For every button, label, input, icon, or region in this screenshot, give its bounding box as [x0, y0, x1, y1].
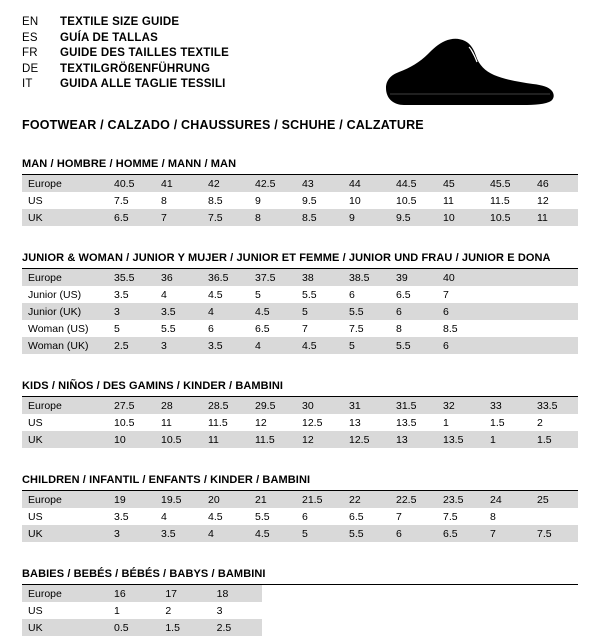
- row-label: UK: [22, 619, 108, 636]
- size-cell: 9: [255, 194, 261, 207]
- size-cell: 10: [108, 431, 155, 448]
- size-cell: 7: [302, 322, 308, 335]
- size-cell: 8.5: [208, 194, 223, 207]
- size-cell: 6: [390, 525, 437, 542]
- size-cell: 5: [114, 322, 120, 335]
- size-cell: [484, 269, 531, 286]
- size-cell: 3.5: [114, 288, 129, 301]
- table-row: [22, 320, 578, 337]
- table-row: [22, 414, 578, 431]
- size-cell: 6: [302, 510, 308, 523]
- dress-shoe-icon: [370, 30, 560, 108]
- row-label: Europe: [22, 175, 108, 192]
- group-title: KIDS / NIÑOS / DES GAMINS / KINDER / BAMBINI: [22, 380, 284, 392]
- size-cell: 38.5: [343, 269, 390, 286]
- size-cell: 5.5: [161, 322, 176, 335]
- size-cell: 5.5: [343, 303, 390, 320]
- size-cell: 2.5: [108, 337, 155, 354]
- row-label: UK: [22, 525, 108, 542]
- size-cell: [531, 320, 578, 337]
- size-group-man: [22, 158, 578, 226]
- size-cell: 3: [108, 303, 155, 320]
- size-table-body: [22, 397, 578, 448]
- size-cell: 5.5: [302, 288, 317, 301]
- table-row: [22, 209, 578, 226]
- size-cell: 6.5: [255, 322, 270, 335]
- size-cell: 13: [390, 431, 437, 448]
- size-cell: 31: [343, 397, 390, 414]
- row-label: Europe: [22, 585, 108, 602]
- language-title-list-body: [22, 16, 229, 94]
- size-cell: 6.5: [396, 288, 411, 301]
- size-cell: 11: [202, 431, 249, 448]
- size-cell: 32: [437, 397, 484, 414]
- size-cell: 30: [296, 397, 343, 414]
- group-title: JUNIOR & WOMAN / JUNIOR Y MUJER / JUNIOR ET FEMME / JUNIOR UND FRAU / JUNIOR E DONA: [22, 252, 551, 264]
- language-row: [22, 16, 229, 32]
- table-row: [22, 525, 578, 542]
- size-cell: 24: [484, 491, 531, 508]
- language-title: GUIDE DES TAILLES TEXTILE: [60, 47, 229, 59]
- row-label: Woman (UK): [22, 337, 108, 354]
- size-cell: 6: [208, 322, 214, 335]
- table-row: [22, 602, 262, 619]
- language-row: [22, 47, 229, 63]
- page-footer-space: [22, 636, 578, 644]
- size-cell: 4.5: [296, 337, 343, 354]
- row-label: US: [28, 510, 43, 523]
- size-cell: 12: [296, 431, 343, 448]
- size-cell: 12.5: [343, 431, 390, 448]
- group-title: MAN / HOMBRE / HOMME / MANN / MAN: [22, 158, 237, 170]
- size-cell: 22: [343, 491, 390, 508]
- size-cell: 19.5: [155, 491, 202, 508]
- size-cell: 10.5: [114, 416, 135, 429]
- size-cell: 7: [155, 209, 202, 226]
- size-cell: 10: [349, 194, 361, 207]
- row-label: US: [28, 604, 43, 617]
- size-cell: 39: [390, 269, 437, 286]
- table-row: [22, 491, 578, 508]
- size-cell: 11.5: [490, 194, 510, 207]
- size-cell: 12: [537, 194, 549, 207]
- size-cell: 3.5: [155, 525, 202, 542]
- row-label: US: [28, 416, 43, 429]
- size-group-kids: [22, 380, 578, 448]
- row-label: Junior (US): [28, 288, 82, 301]
- size-group-junior-woman: [22, 252, 578, 354]
- size-cell: 16: [108, 585, 159, 602]
- size-cell: 27.5: [108, 397, 155, 414]
- size-cell: 6: [390, 303, 437, 320]
- size-cell: 12: [255, 416, 267, 429]
- size-cell: 36.5: [202, 269, 249, 286]
- language-row: [22, 32, 229, 48]
- size-cell: 6.5: [349, 510, 364, 523]
- size-cell: 21: [249, 491, 296, 508]
- size-cell: [531, 508, 578, 525]
- size-cell: 1: [484, 431, 531, 448]
- table-row: [22, 303, 578, 320]
- size-cell: 3.5: [155, 303, 202, 320]
- row-label: Junior (UK): [22, 303, 108, 320]
- size-cell: [531, 286, 578, 303]
- size-cell: 11: [161, 416, 172, 429]
- size-table: [22, 585, 262, 636]
- group-title: BABIES / BEBÉS / BÉBÉS / BABYS / BAMBINI: [22, 568, 266, 580]
- size-cell: 2: [165, 604, 172, 617]
- size-cell: 5: [296, 303, 343, 320]
- size-cell: 3: [216, 604, 223, 617]
- size-cell: 40.5: [108, 175, 155, 192]
- size-cell: 8.5: [296, 209, 343, 226]
- size-cell: 5.5: [343, 525, 390, 542]
- size-cell: [484, 337, 531, 354]
- size-cell: 20: [202, 491, 249, 508]
- language-code: ES: [22, 31, 38, 44]
- size-cell: 28.5: [202, 397, 249, 414]
- size-cell: 1: [114, 604, 120, 617]
- size-cell: 12.5: [302, 416, 323, 429]
- table-row: [22, 431, 578, 448]
- language-title: GUIDA ALLE TAGLIE TESSILI: [60, 78, 226, 90]
- size-cell: 6: [349, 288, 355, 301]
- size-cell: 4.5: [249, 525, 296, 542]
- size-cell: 23.5: [437, 491, 484, 508]
- size-cell: 5: [296, 525, 343, 542]
- table-row: [22, 269, 578, 286]
- size-cell: 5.5: [390, 337, 437, 354]
- row-label: Europe: [22, 397, 108, 414]
- size-cell: 37.5: [249, 269, 296, 286]
- size-table: [22, 269, 578, 354]
- size-cell: 45.5: [484, 175, 531, 192]
- size-cell: 4.5: [249, 303, 296, 320]
- size-cell: 31.5: [390, 397, 437, 414]
- size-cell: 44.5: [390, 175, 437, 192]
- size-cell: [484, 286, 531, 303]
- size-table-body: [22, 585, 262, 636]
- size-cell: 22.5: [390, 491, 437, 508]
- table-row: [22, 337, 578, 354]
- size-table-body: [22, 491, 578, 542]
- size-cell: 29.5: [249, 397, 296, 414]
- language-row: [22, 63, 229, 79]
- size-cell: 4.5: [208, 288, 223, 301]
- size-cell: 7.5: [114, 194, 129, 207]
- row-label: Woman (US): [28, 322, 89, 335]
- size-table: [22, 397, 578, 448]
- size-group-children: [22, 474, 578, 542]
- size-cell: [531, 303, 578, 320]
- size-cell: 38: [296, 269, 343, 286]
- size-cell: 46: [531, 175, 578, 192]
- language-title-list: [22, 16, 229, 94]
- size-cell: 8: [396, 322, 402, 335]
- size-cell: 18: [211, 585, 262, 602]
- size-cell: 9.5: [390, 209, 437, 226]
- size-cell: 8: [249, 209, 296, 226]
- size-cell: 33.5: [531, 397, 578, 414]
- size-cell: [484, 320, 531, 337]
- language-title: TEXTILGRÖßENFÜHRUNG: [60, 62, 211, 75]
- size-cell: 35.5: [108, 269, 155, 286]
- size-cell: 7: [396, 510, 402, 523]
- language-code: DE: [22, 62, 39, 75]
- size-cell: 3: [108, 525, 155, 542]
- size-cell: 33: [484, 397, 531, 414]
- size-cell: 10.5: [484, 209, 531, 226]
- row-label: UK: [22, 209, 108, 226]
- size-cell: 6: [437, 337, 484, 354]
- size-cell: 5.5: [255, 510, 270, 523]
- size-cell: [531, 337, 578, 354]
- row-label: Europe: [22, 491, 108, 508]
- size-cell: 6: [437, 303, 484, 320]
- size-cell: 44: [343, 175, 390, 192]
- size-cell: [484, 303, 531, 320]
- row-label: UK: [22, 431, 108, 448]
- size-cell: 8: [161, 194, 167, 207]
- size-cell: 2.5: [211, 619, 262, 636]
- size-cell: 1.5: [159, 619, 210, 636]
- size-group-babies: [22, 568, 578, 636]
- size-cell: 45: [437, 175, 484, 192]
- size-cell: 7.5: [531, 525, 578, 542]
- size-cell: 1: [443, 416, 449, 429]
- group-title: CHILDREN / INFANTIL / ENFANTS / KINDER / BAMBINI: [22, 474, 311, 486]
- table-row: [22, 397, 578, 414]
- size-cell: 11: [443, 194, 454, 207]
- size-cell: 28: [155, 397, 202, 414]
- size-cell: 43: [296, 175, 343, 192]
- row-label: US: [28, 194, 43, 207]
- language-title: TEXTILE SIZE GUIDE: [60, 16, 180, 28]
- size-cell: 6.5: [437, 525, 484, 542]
- size-cell: 7: [443, 288, 449, 301]
- size-cell: 11.5: [208, 416, 228, 429]
- size-cell: 13.5: [396, 416, 417, 429]
- size-table-body: [22, 269, 578, 354]
- size-table-body: [22, 175, 578, 226]
- table-row: [22, 508, 578, 525]
- size-cell: 4: [161, 288, 167, 301]
- size-cell: 1.5: [531, 431, 578, 448]
- table-row: [22, 585, 262, 602]
- size-cell: 41: [155, 175, 202, 192]
- page-title: FOOTWEAR / CALZADO / CHAUSSURES / SCHUHE / CALZATURE: [22, 118, 424, 132]
- size-cell: 25: [531, 491, 578, 508]
- size-cell: 0.5: [108, 619, 159, 636]
- table-row: [22, 619, 262, 636]
- size-cell: 9: [343, 209, 390, 226]
- size-cell: 19: [108, 491, 155, 508]
- table-row: [22, 286, 578, 303]
- size-cell: 11.5: [249, 431, 296, 448]
- size-cell: 7.5: [349, 322, 364, 335]
- size-cell: 10.5: [155, 431, 202, 448]
- size-cell: 21.5: [296, 491, 343, 508]
- size-cell: 6.5: [108, 209, 155, 226]
- language-code: FR: [22, 47, 38, 59]
- language-title: GUÍA DE TALLAS: [60, 31, 158, 44]
- language-code: EN: [22, 16, 39, 28]
- size-cell: 4: [249, 337, 296, 354]
- size-cell: 8.5: [443, 322, 458, 335]
- size-cell: 7.5: [443, 510, 458, 523]
- size-cell: 1.5: [490, 416, 505, 429]
- size-cell: 10: [437, 209, 484, 226]
- size-cell: 11: [531, 209, 578, 226]
- language-row: [22, 78, 229, 94]
- size-cell: 13.5: [437, 431, 484, 448]
- size-cell: 4: [161, 510, 167, 523]
- size-cell: 13: [349, 416, 361, 429]
- size-cell: 3: [155, 337, 202, 354]
- row-label: Europe: [22, 269, 108, 286]
- document-header: [22, 16, 578, 104]
- size-cell: 3.5: [114, 510, 129, 523]
- size-cell: 4: [202, 303, 249, 320]
- size-cell: 3.5: [202, 337, 249, 354]
- size-cell: 7.5: [202, 209, 249, 226]
- size-table: [22, 491, 578, 542]
- size-cell: [531, 269, 578, 286]
- size-cell: 5: [343, 337, 390, 354]
- size-cell: 4: [202, 525, 249, 542]
- size-cell: 7: [484, 525, 531, 542]
- size-cell: 8: [490, 510, 496, 523]
- size-cell: 9.5: [302, 194, 317, 207]
- size-cell: 4.5: [208, 510, 223, 523]
- size-cell: 42.5: [249, 175, 296, 192]
- size-cell: 42: [202, 175, 249, 192]
- table-row: [22, 192, 578, 209]
- babies-table-wrapper: [22, 585, 262, 636]
- size-cell: 5: [255, 288, 261, 301]
- size-cell: 17: [159, 585, 210, 602]
- size-cell: 40: [437, 269, 484, 286]
- size-cell: 2: [537, 416, 543, 429]
- size-cell: 36: [155, 269, 202, 286]
- size-table: [22, 175, 578, 226]
- language-code: IT: [22, 78, 33, 90]
- table-row: [22, 175, 578, 192]
- size-cell: 10.5: [396, 194, 417, 207]
